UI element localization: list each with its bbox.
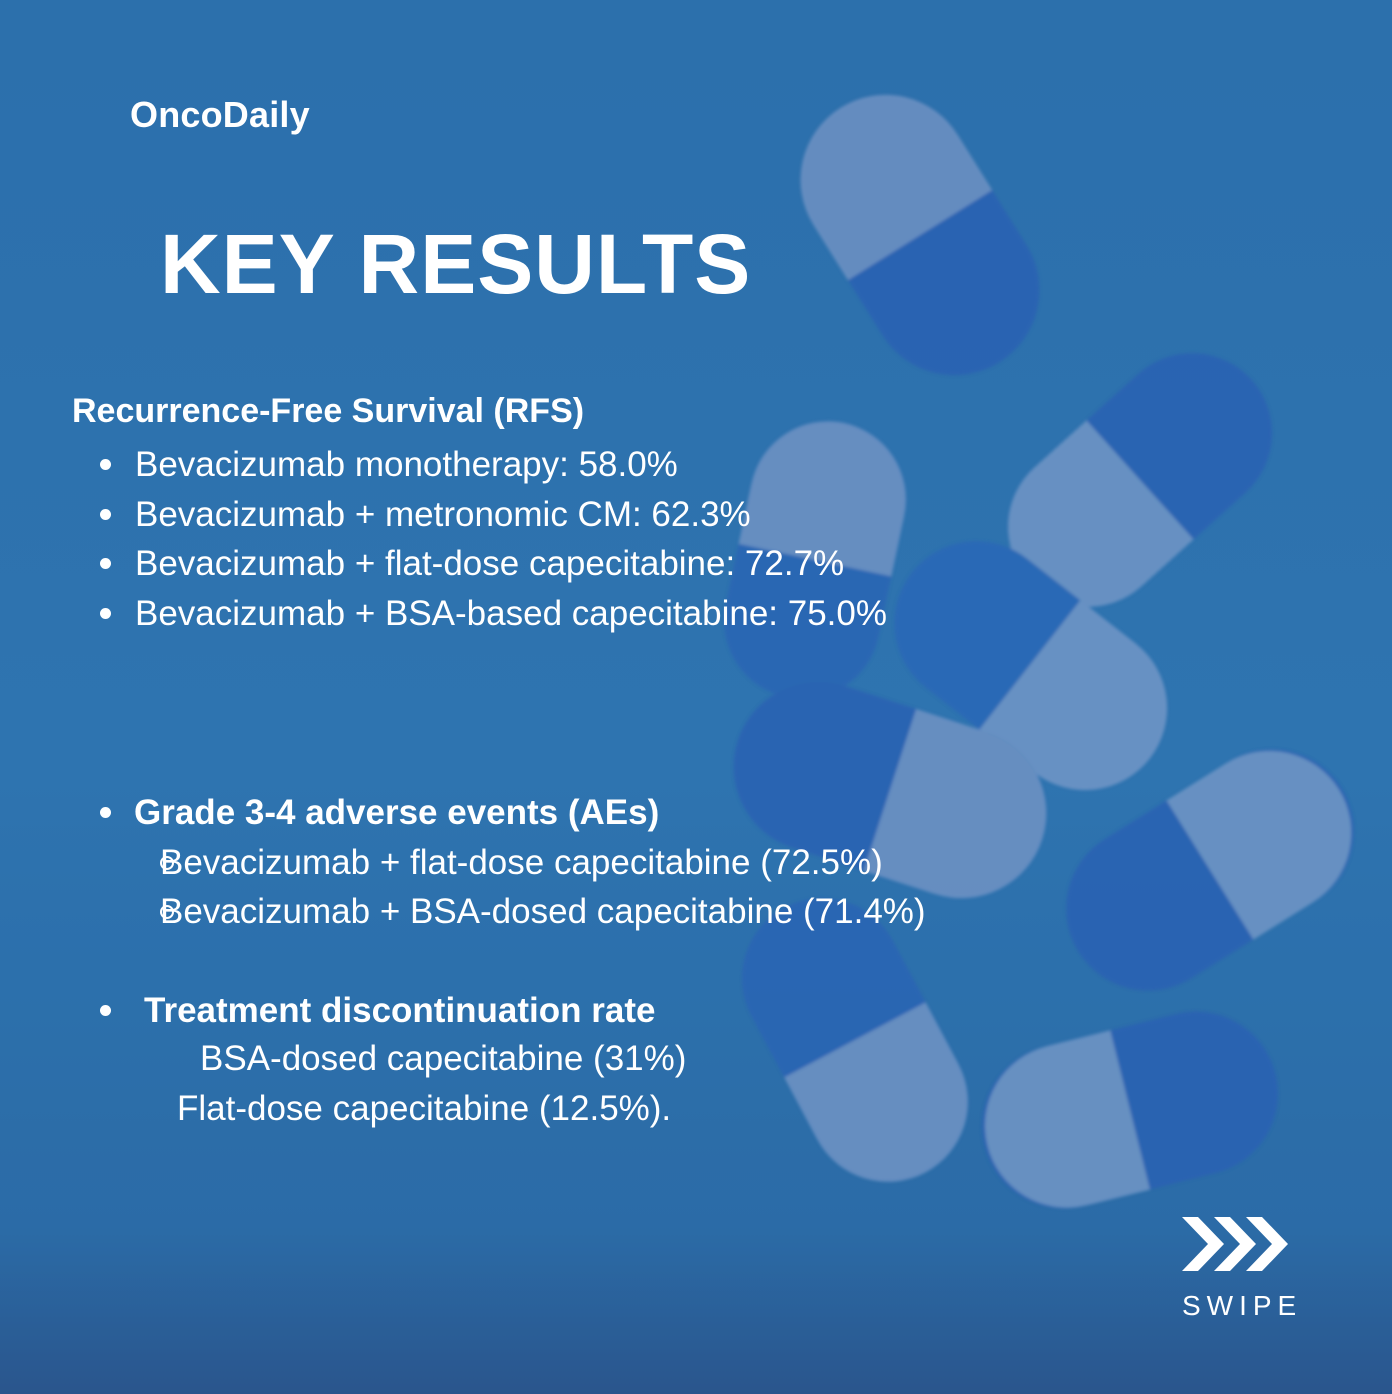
swipe-indicator[interactable] bbox=[1182, 1215, 1303, 1321]
list-item bbox=[98, 986, 655, 1036]
sub-list-item bbox=[98, 838, 926, 888]
list-item bbox=[98, 539, 887, 589]
bullet-icon bbox=[100, 459, 111, 470]
adverse-events-sublist bbox=[134, 838, 926, 937]
discontinuation-line: Flat-dose capecitabine (12.5%). bbox=[177, 1089, 672, 1128]
sub-list-item bbox=[98, 887, 926, 937]
rfs-item-text: Bevacizumab + flat-dose capecitabine: 72.7% bbox=[135, 544, 845, 584]
list-item bbox=[98, 788, 926, 937]
page-title: KEY RESULTS bbox=[160, 217, 752, 311]
rfs-item-text: Bevacizumab + metronomic CM: 62.3% bbox=[135, 494, 751, 534]
adverse-events-heading: Grade 3-4 adverse events (AEs) bbox=[134, 793, 660, 832]
triple-chevron-right-icon bbox=[1182, 1215, 1290, 1273]
list-item bbox=[98, 440, 887, 490]
hollow-bullet-icon bbox=[160, 856, 174, 870]
ae-item-text: Bevacizumab + flat-dose capecitabine (72.5%) bbox=[160, 842, 883, 882]
swipe-label: SWIPE bbox=[1182, 1290, 1303, 1321]
ae-item-text: Bevacizumab + BSA-dosed capecitabine (71.4%) bbox=[160, 892, 926, 932]
brand-logo-text: OncoDaily bbox=[130, 94, 310, 135]
bullet-icon bbox=[100, 509, 111, 520]
rfs-item-text: Bevacizumab + BSA-based capecitabine: 75.0% bbox=[135, 593, 887, 633]
adverse-events-section bbox=[98, 788, 926, 937]
discontinuation-line: BSA-dosed capecitabine (31%) bbox=[200, 1039, 687, 1078]
discontinuation-section bbox=[98, 986, 655, 1036]
list-item bbox=[98, 589, 887, 639]
rfs-heading: Recurrence-Free Survival (RFS) bbox=[72, 392, 585, 430]
bullet-icon bbox=[100, 558, 111, 569]
bullet-icon bbox=[100, 807, 111, 818]
bullet-icon bbox=[100, 1005, 111, 1016]
bullet-icon bbox=[100, 608, 111, 619]
list-item bbox=[98, 490, 887, 540]
rfs-item-text: Bevacizumab monotherapy: 58.0% bbox=[135, 445, 678, 484]
rfs-list bbox=[98, 440, 887, 638]
discontinuation-heading: Treatment discontinuation rate bbox=[144, 991, 656, 1030]
